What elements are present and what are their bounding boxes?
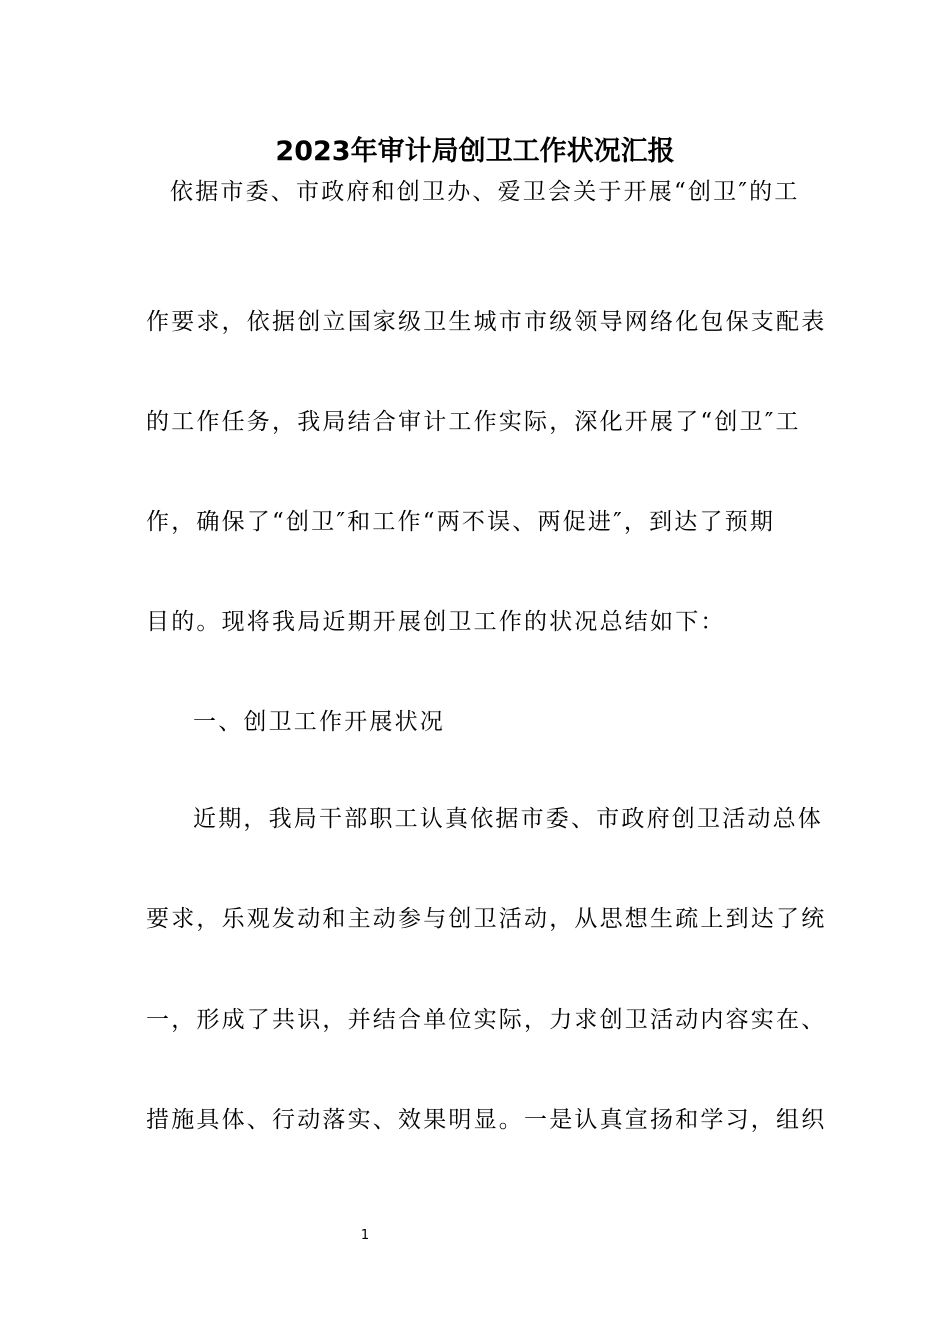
paragraph-line: 的工作任务，我局结合审计工作实际，深化开展了“创卫″工	[146, 409, 801, 435]
paragraph-line: 要求，乐观发动和主动参与创卫活动，从思想生疏上到达了统	[146, 906, 827, 932]
paragraph-line: 作，确保了“创卫″和工作“两不误、两促进″，到达了预期	[146, 509, 776, 535]
paragraph-line: 一，形成了共识，并结合单位实际，力求创卫活动内容实在、	[146, 1007, 827, 1033]
section-heading: 一、创卫工作开展状况	[193, 709, 445, 735]
document-title: 2023年审计局创卫工作状况汇报	[275, 136, 675, 167]
paragraph-line: 措施具体、行动落实、效果明显。一是认真宣扬和学习，组织	[146, 1107, 827, 1133]
paragraph-line: 近期，我局干部职工认真依据市委、市政府创卫活动总体	[193, 806, 823, 832]
page-number: 1	[360, 1228, 370, 1243]
paragraph-line: 目的。现将我局近期开展创卫工作的状况总结如下：	[146, 609, 726, 635]
paragraph-line: 依据市委、市政府和创卫办、爱卫会关于开展“创卫″的工	[170, 179, 800, 205]
paragraph-line: 作要求，依据创立国家级卫生城市市级领导网络化包保支配表	[146, 309, 827, 335]
